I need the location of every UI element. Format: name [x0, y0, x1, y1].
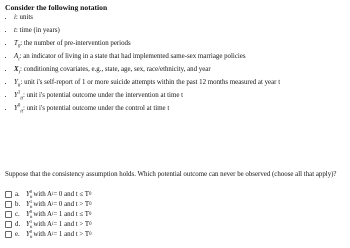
- notation-item: [14, 27, 344, 35]
- choice-subscript: it: [29, 193, 33, 199]
- choice-text: with A: [33, 230, 52, 238]
- notation-symbol: Y: [14, 92, 18, 100]
- notation-description: : units: [15, 14, 33, 21]
- notation-superscript: 1: [17, 90, 21, 96]
- checkbox-icon[interactable]: [5, 201, 12, 208]
- choice-subscript: it: [29, 203, 33, 209]
- notation-description: : an indicator of living in a state that had implemented same-sex marriage policies: [19, 53, 246, 61]
- choice-subscript: it: [29, 223, 33, 229]
- choice-letter: a.: [15, 190, 20, 198]
- choice-subscript: it: [29, 213, 33, 219]
- notation-item: [14, 66, 344, 74]
- choice-condition: = 1 and t > T: [53, 220, 90, 228]
- notation-item: [14, 53, 344, 61]
- choice-symbol: Y: [26, 220, 30, 228]
- choice-superscript: 0: [29, 189, 33, 195]
- notation-subscript: 0: [17, 44, 21, 50]
- choice-text: with A: [33, 190, 52, 198]
- notation-subscript: it: [17, 83, 21, 89]
- question-text: Suppose that the consistency assumption holds. Which potential outcome can never be observed (choose all that apply)?: [5, 171, 337, 178]
- choice-symbol: Y: [26, 190, 30, 198]
- notation-item: [14, 92, 344, 100]
- notation-list: [0, 14, 344, 118]
- choice-scripts: [30, 230, 33, 239]
- choice-symbol: Y: [26, 210, 30, 218]
- choice-scripts: [30, 210, 33, 219]
- answer-choices: [5, 190, 205, 240]
- checkbox-icon[interactable]: [5, 191, 12, 198]
- choice-superscript: 1: [29, 199, 33, 205]
- choice-subscript: it: [29, 233, 33, 239]
- answer-choice[interactable]: a. Y 0 it with A i = 0 and t ≤ T 0: [5, 190, 205, 199]
- notation-subscript: i: [18, 70, 20, 76]
- notation-subscript: it: [20, 96, 23, 102]
- choice-letter: b.: [15, 200, 21, 208]
- notation-description: : unit i's potential outcome under the control at time t: [22, 105, 170, 113]
- notation-description: : the number of pre-intervention periods: [20, 40, 131, 48]
- checkbox-icon[interactable]: [5, 231, 12, 238]
- choice-superscript: 0: [29, 229, 33, 235]
- notation-item: [14, 79, 344, 87]
- choice-letter: e.: [15, 230, 20, 238]
- notation-item: [14, 14, 344, 22]
- notation-symbol: X: [14, 66, 19, 74]
- choice-text: with A: [33, 200, 52, 208]
- notation-symbol: t: [14, 27, 16, 35]
- notation-description: : conditioning covariates, e.g., state, age, sex, race/ethnicity, and year: [19, 66, 211, 74]
- answer-choice[interactable]: c. Y 0 it with A i = 1 and t ≤ T 0: [5, 210, 205, 219]
- choice-scripts: [30, 190, 33, 199]
- notation-description: : time (in years): [15, 27, 60, 35]
- choice-letter: d.: [15, 220, 21, 228]
- checkbox-icon[interactable]: [5, 221, 12, 228]
- choice-condition: = 0 and t ≤ T: [53, 190, 90, 198]
- notation-subscript: it: [20, 109, 23, 115]
- choice-text: with A: [33, 210, 52, 218]
- answer-choice[interactable]: e. Y 0 it with A i = 1 and t > T 0: [5, 230, 205, 239]
- choice-scripts: [30, 220, 33, 229]
- choice-scripts: [30, 200, 33, 209]
- choice-superscript: 0: [29, 209, 33, 215]
- notation-symbol: A: [14, 53, 19, 61]
- answer-choice[interactable]: d. Y 1 it with A i = 1 and t > T 0: [5, 220, 205, 229]
- page-title: Consider the following notation: [5, 3, 108, 12]
- notation-description: : unit i's self-report of 1 or more suicide attempts within the past 12 months measured at year t: [20, 79, 281, 87]
- notation-subscript: i: [18, 57, 20, 63]
- notation-symbol: Y: [14, 105, 18, 113]
- notation-description: : unit i's potential outcome under the intervention at time t: [22, 92, 184, 100]
- notation-item: [14, 105, 344, 113]
- choice-text: with A: [33, 220, 52, 228]
- choice-symbol: Y: [26, 230, 30, 238]
- notation-symbol: Y: [14, 79, 18, 87]
- checkbox-icon[interactable]: [5, 211, 12, 218]
- answer-choice[interactable]: b. Y 1 it with A i = 0 and t > T 0: [5, 200, 205, 209]
- choice-condition: = 1 and t ≤ T: [53, 210, 90, 218]
- notation-superscript: 0: [17, 103, 21, 109]
- choice-condition: = 1 and t > T: [53, 230, 90, 238]
- choice-symbol: Y: [26, 200, 30, 208]
- notation-symbol: T: [14, 40, 18, 48]
- notation-item: [14, 40, 344, 48]
- notation-symbol: i: [14, 14, 16, 21]
- choice-superscript: 1: [29, 219, 33, 225]
- choice-condition: = 0 and t > T: [53, 200, 90, 208]
- choice-letter: c.: [15, 210, 20, 218]
